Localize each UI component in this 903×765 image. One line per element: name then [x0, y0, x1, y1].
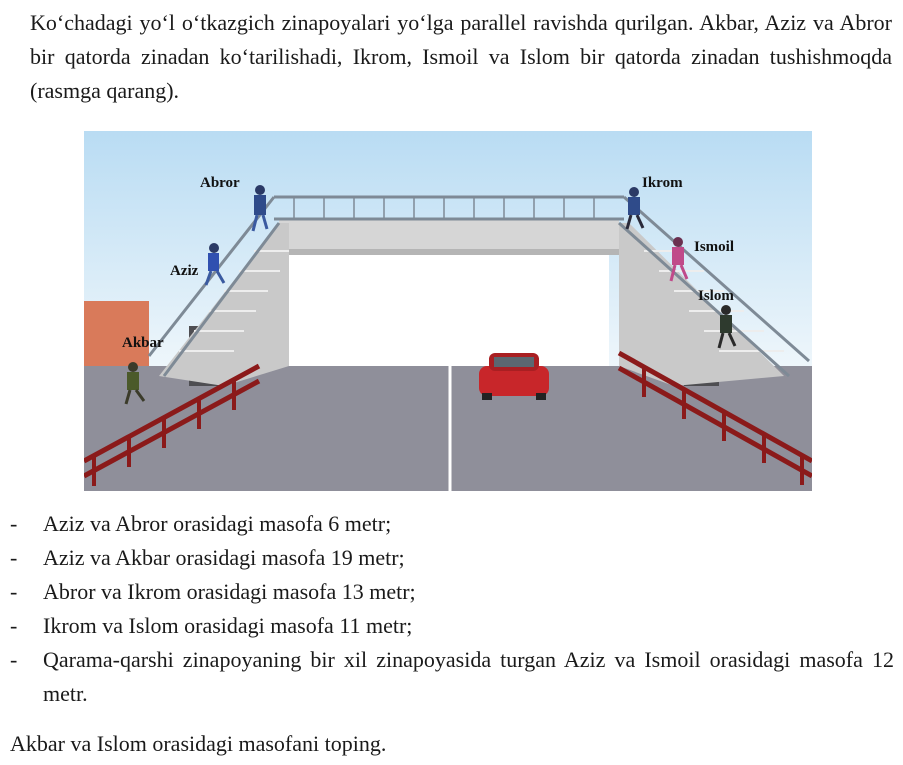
fact-item	[10, 643, 894, 711]
fact-text: Aziz va Akbar orasidagi masofa 19 metr;	[43, 545, 405, 570]
fact-bullet: -	[10, 511, 18, 536]
facts-list	[10, 507, 894, 711]
fact-text: Ikrom va Islom orasidagi masofa 11 metr;	[43, 613, 413, 638]
fact-text: Abror va Ikrom orasidagi masofa 13 metr;	[43, 579, 416, 604]
label-abror: Abror	[200, 175, 240, 191]
label-islom: Islom	[698, 288, 734, 304]
label-ikrom: Ikrom	[642, 175, 683, 191]
fact-item	[10, 507, 894, 541]
label-akbar: Akbar	[122, 335, 164, 351]
red-car	[479, 353, 549, 400]
fact-item	[10, 609, 894, 643]
fact-text: Qarama-qarshi zinapoyaning bir xil zinapoyasida turgan Aziz va Ismoil orasidagi masofa 12 metr.	[43, 647, 894, 706]
overpass-illustration	[84, 131, 812, 491]
fact-bullet: -	[10, 579, 18, 604]
fact-item	[10, 541, 894, 575]
fact-bullet: -	[10, 545, 18, 570]
fact-item	[10, 575, 894, 609]
question-text: Akbar va Islom orasidagi masofani toping.	[10, 731, 387, 756]
fact-bullet: -	[10, 647, 18, 672]
intro-paragraph: Ko‘chadagi yo‘l o‘tkazgich zinapoyalari yo‘lga parallel ravishda qurilgan. Akbar, Aziz va Abror bir qatorda zinadan ko‘tarilishadi, Ikrom, Ismoil va Islom bir qatorda zinadan tushishmoqda (rasmga qarang).	[30, 10, 892, 103]
fact-bullet: -	[10, 613, 18, 638]
bridge-deck	[279, 219, 619, 251]
label-aziz: Aziz	[170, 263, 199, 279]
overpass-drawing	[84, 131, 812, 491]
label-ismoil: Ismoil	[694, 239, 735, 255]
bridge-opening	[289, 255, 609, 366]
fact-text: Aziz va Abror orasidagi masofa 6 metr;	[43, 511, 392, 536]
